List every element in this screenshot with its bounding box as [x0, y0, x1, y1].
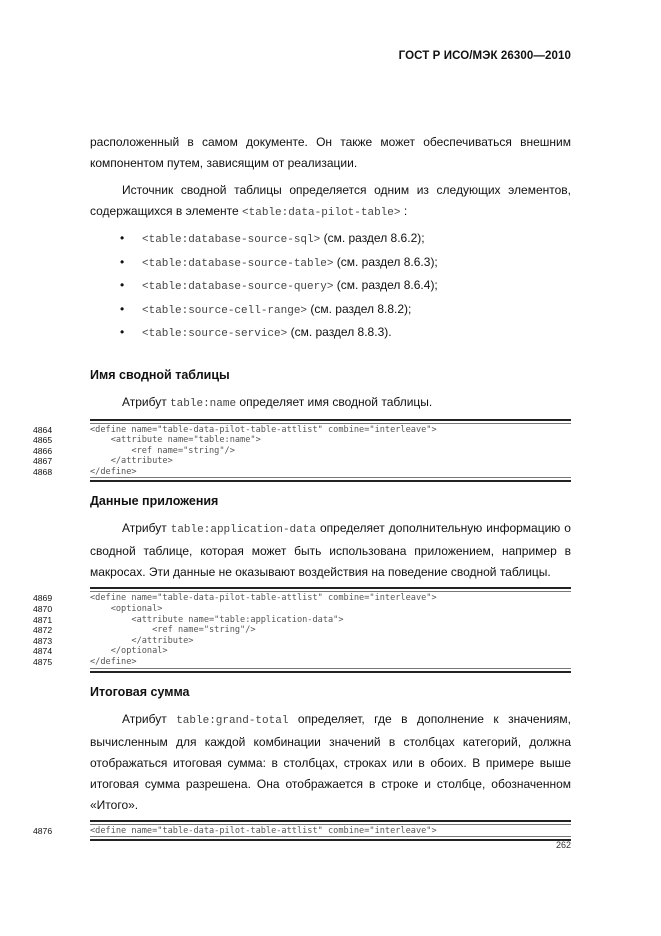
code-line: [33, 825, 571, 837]
list-item-text: (см. раздел 8.6.4);: [333, 278, 438, 292]
section-total-code: table:grand-total: [176, 714, 289, 727]
document-header: ГОСТ Р ИСО/МЭК 26300—2010: [398, 50, 571, 62]
section-heading-app-data: Данные приложения: [90, 494, 219, 509]
code-text: </optional>: [90, 646, 168, 657]
intro-text-prefix: Источник сводной таблицы определяется одним из следующих элементов, содержащихся в элементе: [90, 183, 571, 218]
line-number: 4867: [33, 456, 53, 467]
line-number: 4866: [33, 445, 53, 456]
line-number: 4872: [33, 625, 53, 636]
bullet-icon: •: [120, 301, 125, 316]
code-line: [33, 456, 571, 467]
list-item: [90, 228, 571, 252]
list-item-code: <table:source-cell-range>: [142, 304, 308, 317]
list-item: [90, 322, 571, 346]
line-number: 4865: [33, 435, 53, 446]
list-item-code: <table:database-source-query>: [142, 281, 334, 293]
list-item-code: <table:source-service>: [142, 328, 288, 340]
source-elements-list: [90, 228, 571, 346]
bullet-icon: •: [120, 254, 125, 269]
section-name-code: table:name: [170, 397, 237, 410]
section-app-text-prefix: Атрибут: [122, 521, 171, 536]
code-text: </attribute>: [90, 456, 173, 467]
intro-paragraph-1: расположенный в самом документе. Он также может обеспечиваться внешним компонентом путем, зависящим от реализации.: [90, 135, 571, 170]
line-number: 4870: [33, 604, 53, 615]
code-text: <define name="table-data-pilot-table-attlist" combine="interleave">: [90, 593, 437, 604]
section-total-text-prefix: Атрибут: [122, 711, 177, 726]
bullet-icon: •: [120, 231, 125, 245]
code-block-app-data: [33, 587, 571, 672]
line-number: 4874: [33, 646, 53, 657]
code-line: [33, 424, 571, 436]
code-text: <ref name="string"/>: [90, 445, 235, 456]
intro-code: <table:data-pilot-table>: [242, 207, 401, 219]
code-text: <attribute name="table:application-data">: [90, 614, 344, 625]
code-line: [33, 657, 571, 668]
intro-text-suffix: :: [400, 204, 408, 218]
section-heading-grand-total: Итоговая сумма: [90, 684, 190, 699]
list-item-text: (см. раздел 8.6.2);: [320, 231, 425, 245]
code-text: </define>: [90, 466, 137, 477]
section-name-text-prefix: Атрибут: [122, 394, 171, 409]
list-item: [90, 252, 571, 276]
code-line: [33, 435, 571, 446]
list-item: [90, 275, 571, 299]
page-body: [33, 132, 571, 841]
code-text: <ref name="string"/>: [90, 625, 256, 636]
list-item: [90, 299, 571, 323]
code-line: [33, 466, 571, 478]
list-item-code: <table:database-source-sql>: [142, 234, 321, 246]
bullet-icon: •: [120, 278, 125, 292]
code-line: [33, 614, 571, 626]
code-text: <attribute name="table:name">: [90, 435, 261, 446]
code-text: </define>: [90, 657, 137, 668]
page-number: 262: [555, 840, 571, 850]
section-total-text-suffix: определяет, где в дополнение к значениям, вычисленным для каждой комбинации значений в столбцах категорий, должна отображаться итоговая сумма: в столбцах, строках или в обоих. В примере выше итоговая сумма разрешена. Она отображается в строке и столбце, обозначенном «Итого».: [90, 711, 571, 812]
code-block-name: [33, 419, 571, 483]
code-text: <optional>: [90, 604, 163, 615]
code-line: [33, 445, 571, 457]
section-total-paragraph: [90, 709, 571, 816]
list-item-text: (см. раздел 8.8.2);: [307, 301, 412, 316]
line-number: 4869: [33, 593, 53, 604]
bullet-icon: •: [120, 325, 125, 339]
line-number: 4875: [33, 657, 53, 668]
code-line: [33, 593, 571, 604]
code-text: <define name="table-data-pilot-table-attlist" combine="interleave">: [90, 424, 437, 435]
list-item-text: (см. раздел 8.8.3).: [287, 325, 392, 339]
list-item-code: <table:database-source-table>: [142, 257, 334, 270]
code-text: </attribute>: [90, 635, 194, 646]
section-app-code: table:application-data: [170, 524, 316, 537]
line-number: 4876: [33, 825, 53, 836]
code-line: [33, 635, 571, 647]
intro-paragraph-2: [90, 180, 571, 224]
section-app-text-suffix: определяет дополнительную информацию о сводной таблице, которая может быть использована приложением, например в макросах. Эти данные не оказывают воздействия на поведение сводной таблицы.: [90, 521, 571, 580]
code-block-grand-total: [33, 820, 571, 842]
section-name-text-suffix: определяет имя сводной таблицы.: [236, 394, 433, 409]
list-item-text: (см. раздел 8.6.3);: [333, 254, 438, 269]
line-number: 4864: [33, 424, 53, 435]
line-number: 4868: [33, 466, 53, 477]
code-line: [33, 646, 571, 657]
section-heading-name: Имя сводной таблицы: [90, 367, 230, 382]
line-number: 4871: [33, 614, 53, 625]
code-text: <define name="table-data-pilot-table-attlist" combine="interleave">: [90, 825, 437, 836]
section-name-paragraph: [90, 392, 571, 415]
section-app-paragraph: [90, 518, 571, 583]
line-number: 4873: [33, 635, 53, 646]
code-line: [33, 625, 571, 636]
code-line: [33, 604, 571, 615]
